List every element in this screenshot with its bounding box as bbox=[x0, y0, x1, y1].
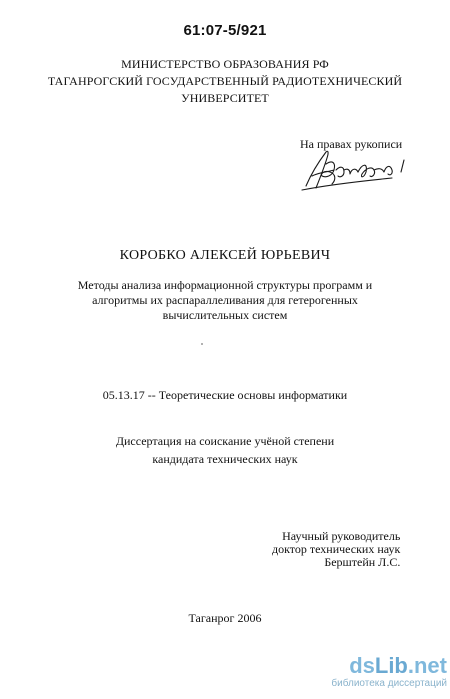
dslib-tagline: библиотека диссертаций bbox=[331, 678, 447, 689]
degree-line-2: кандидата технических наук bbox=[152, 452, 298, 466]
dissertation-title bbox=[0, 278, 450, 323]
advisor-degree: доктор технических наук bbox=[272, 542, 401, 556]
institution-line-2: ТАГАНРОГСКИЙ ГОСУДАРСТВЕННЫЙ РАДИОТЕХНИЧЕСКИЙ bbox=[47, 74, 403, 88]
advisor-name: Берштейн Л.С. bbox=[324, 555, 401, 569]
author-name: КОРОБКО АЛЕКСЕЙ ЮРЬЕВИЧ bbox=[119, 248, 331, 263]
title-line-2: алгоритмы их распараллеливания для гетерогенных bbox=[92, 293, 358, 307]
institution-block bbox=[0, 56, 450, 107]
archive-code: 61:07-5/921 bbox=[183, 22, 267, 39]
title-line-1: Методы анализа информационной структуры программ и bbox=[77, 278, 373, 292]
degree-statement bbox=[0, 432, 450, 468]
title-line-3: вычислительных систем bbox=[162, 308, 288, 322]
city-year: Таганрог 2006 bbox=[188, 611, 262, 625]
institution-line-1: МИНИСТЕРСТВО ОБРАЗОВАНИЯ РФ bbox=[121, 57, 329, 71]
manuscript-rights-label: На правах рукописи bbox=[300, 137, 403, 151]
handwritten-signature bbox=[292, 142, 422, 198]
dslib-watermark[interactable] bbox=[319, 654, 447, 690]
advisor-role: Научный руководитель bbox=[282, 529, 401, 543]
scan-speck bbox=[201, 343, 203, 345]
institution-line-3: УНИВЕРСИТЕТ bbox=[181, 91, 269, 105]
dslib-logo: dsLib.net bbox=[349, 653, 447, 678]
specialty-code: 05.13.17 -- Теоретические основы информатики bbox=[102, 388, 348, 402]
degree-line-1: Диссертация на соискание учёной степени bbox=[115, 434, 335, 448]
scientific-advisor bbox=[272, 530, 400, 569]
